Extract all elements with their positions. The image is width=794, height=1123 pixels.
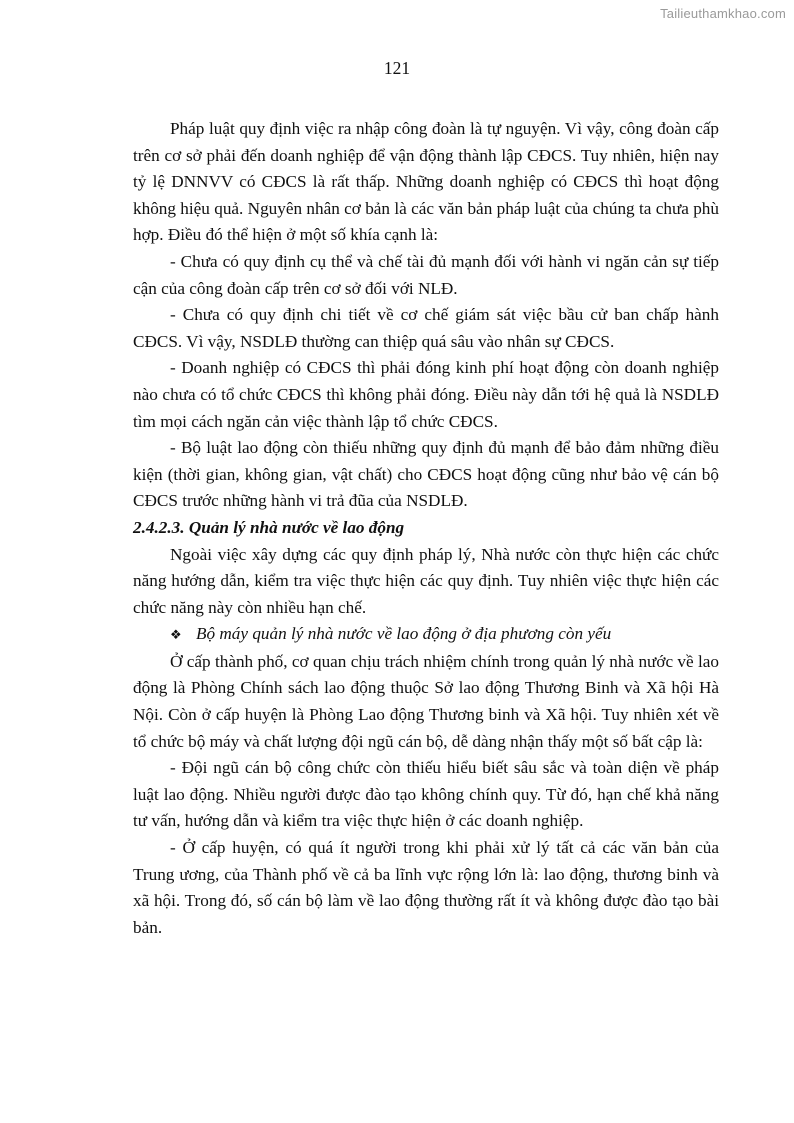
list-item: - Chưa có quy định chi tiết về cơ chế giám sát việc bầu cử ban chấp hành CĐCS. Vì vậy, NSDLĐ thường can thiệp quá sâu vào nhân sự CĐCS. bbox=[133, 305, 719, 351]
diamond-bullet-icon: ❖ bbox=[170, 627, 182, 643]
paragraph: Ở cấp thành phố, cơ quan chịu trách nhiệm chính trong quản lý nhà nước về lao động là Phòng Chính sách lao động thuộc Sở lao động Thương Binh và Xã hội Hà Nội. Còn ở cấp huyện là Phòng Lao động Thương binh và Xã hội. Tuy nhiên xét về tổ chức bộ máy và chất lượng đội ngũ cán bộ, dễ dàng nhận thấy một số bất cập là: bbox=[133, 651, 719, 751]
bullet-text: Bộ máy quản lý nhà nước về lao động ở địa phương còn yếu bbox=[196, 624, 612, 644]
watermark: Tailieuthamkhao.com bbox=[660, 6, 786, 21]
list-item: - Ở cấp huyện, có quá ít người trong khi phải xử lý tất cả các văn bản của Trung ương, của Thành phố về cả ba lĩnh vực rộng lớn là: lao động, thương binh và xã hội. Trong đó, số cán bộ làm về lao động thường rất ít và không được đào tạo bài bản. bbox=[133, 838, 719, 937]
section-heading: 2.4.2.3. Quản lý nhà nước về lao động bbox=[133, 517, 405, 537]
page-number: 121 bbox=[383, 58, 411, 78]
bullet-item bbox=[133, 621, 719, 649]
list-item: - Doanh nghiệp có CĐCS thì phải đóng kinh phí hoạt động còn doanh nghiệp nào chưa có tổ chức CĐCS thì không phải đóng. Điều này dẫn tới hệ quả là NSDLĐ tìm mọi cách ngăn cản việc thành lập tổ chức CĐCS. bbox=[133, 358, 719, 431]
paragraph-intro: Pháp luật quy định việc ra nhập công đoàn là tự nguyện. Vì vậy, công đoàn cấp trên cơ sở phải đến doanh nghiệp để vận động thành lập CĐCS. Tuy nhiên, hiện nay tỷ lệ DNNVV có CĐCS là rất thấp. Những doanh nghiệp có CĐCS thì hoạt động không hiệu quả. Nguyên nhân cơ bản là các văn bản pháp luật của chúng ta chưa phù hợp. Điều đó thể hiện ở một số khía cạnh là: bbox=[133, 119, 719, 245]
list-item: - Bộ luật lao động còn thiếu những quy định đủ mạnh để bảo đảm những điều kiện (thời gian, không gian, vật chất) cho CĐCS hoạt động cũng như bảo vệ cán bộ CĐCS trước những hành vi trả đũa của NSDLĐ. bbox=[133, 438, 719, 511]
list-item: - Đội ngũ cán bộ công chức còn thiếu hiểu biết sâu sắc và toàn diện về pháp luật lao động. Nhiều người được đào tạo không chính quy. Từ đó, hạn chế khả năng tư vấn, hướng dẫn và kiểm tra việc thực hiện ở các doanh nghiệp. bbox=[133, 758, 719, 831]
paragraph: Ngoài việc xây dựng các quy định pháp lý, Nhà nước còn thực hiện các chức năng hướng dẫn, kiểm tra việc thực hiện các quy định. Tuy nhiên việc thực hiện các chức năng này còn nhiều hạn chế. bbox=[133, 544, 719, 617]
document-body bbox=[133, 116, 719, 941]
list-item: - Chưa có quy định cụ thể và chế tài đủ mạnh đối với hành vi ngăn cản sự tiếp cận của công đoàn cấp trên cơ sở đối với NLĐ. bbox=[133, 251, 719, 298]
